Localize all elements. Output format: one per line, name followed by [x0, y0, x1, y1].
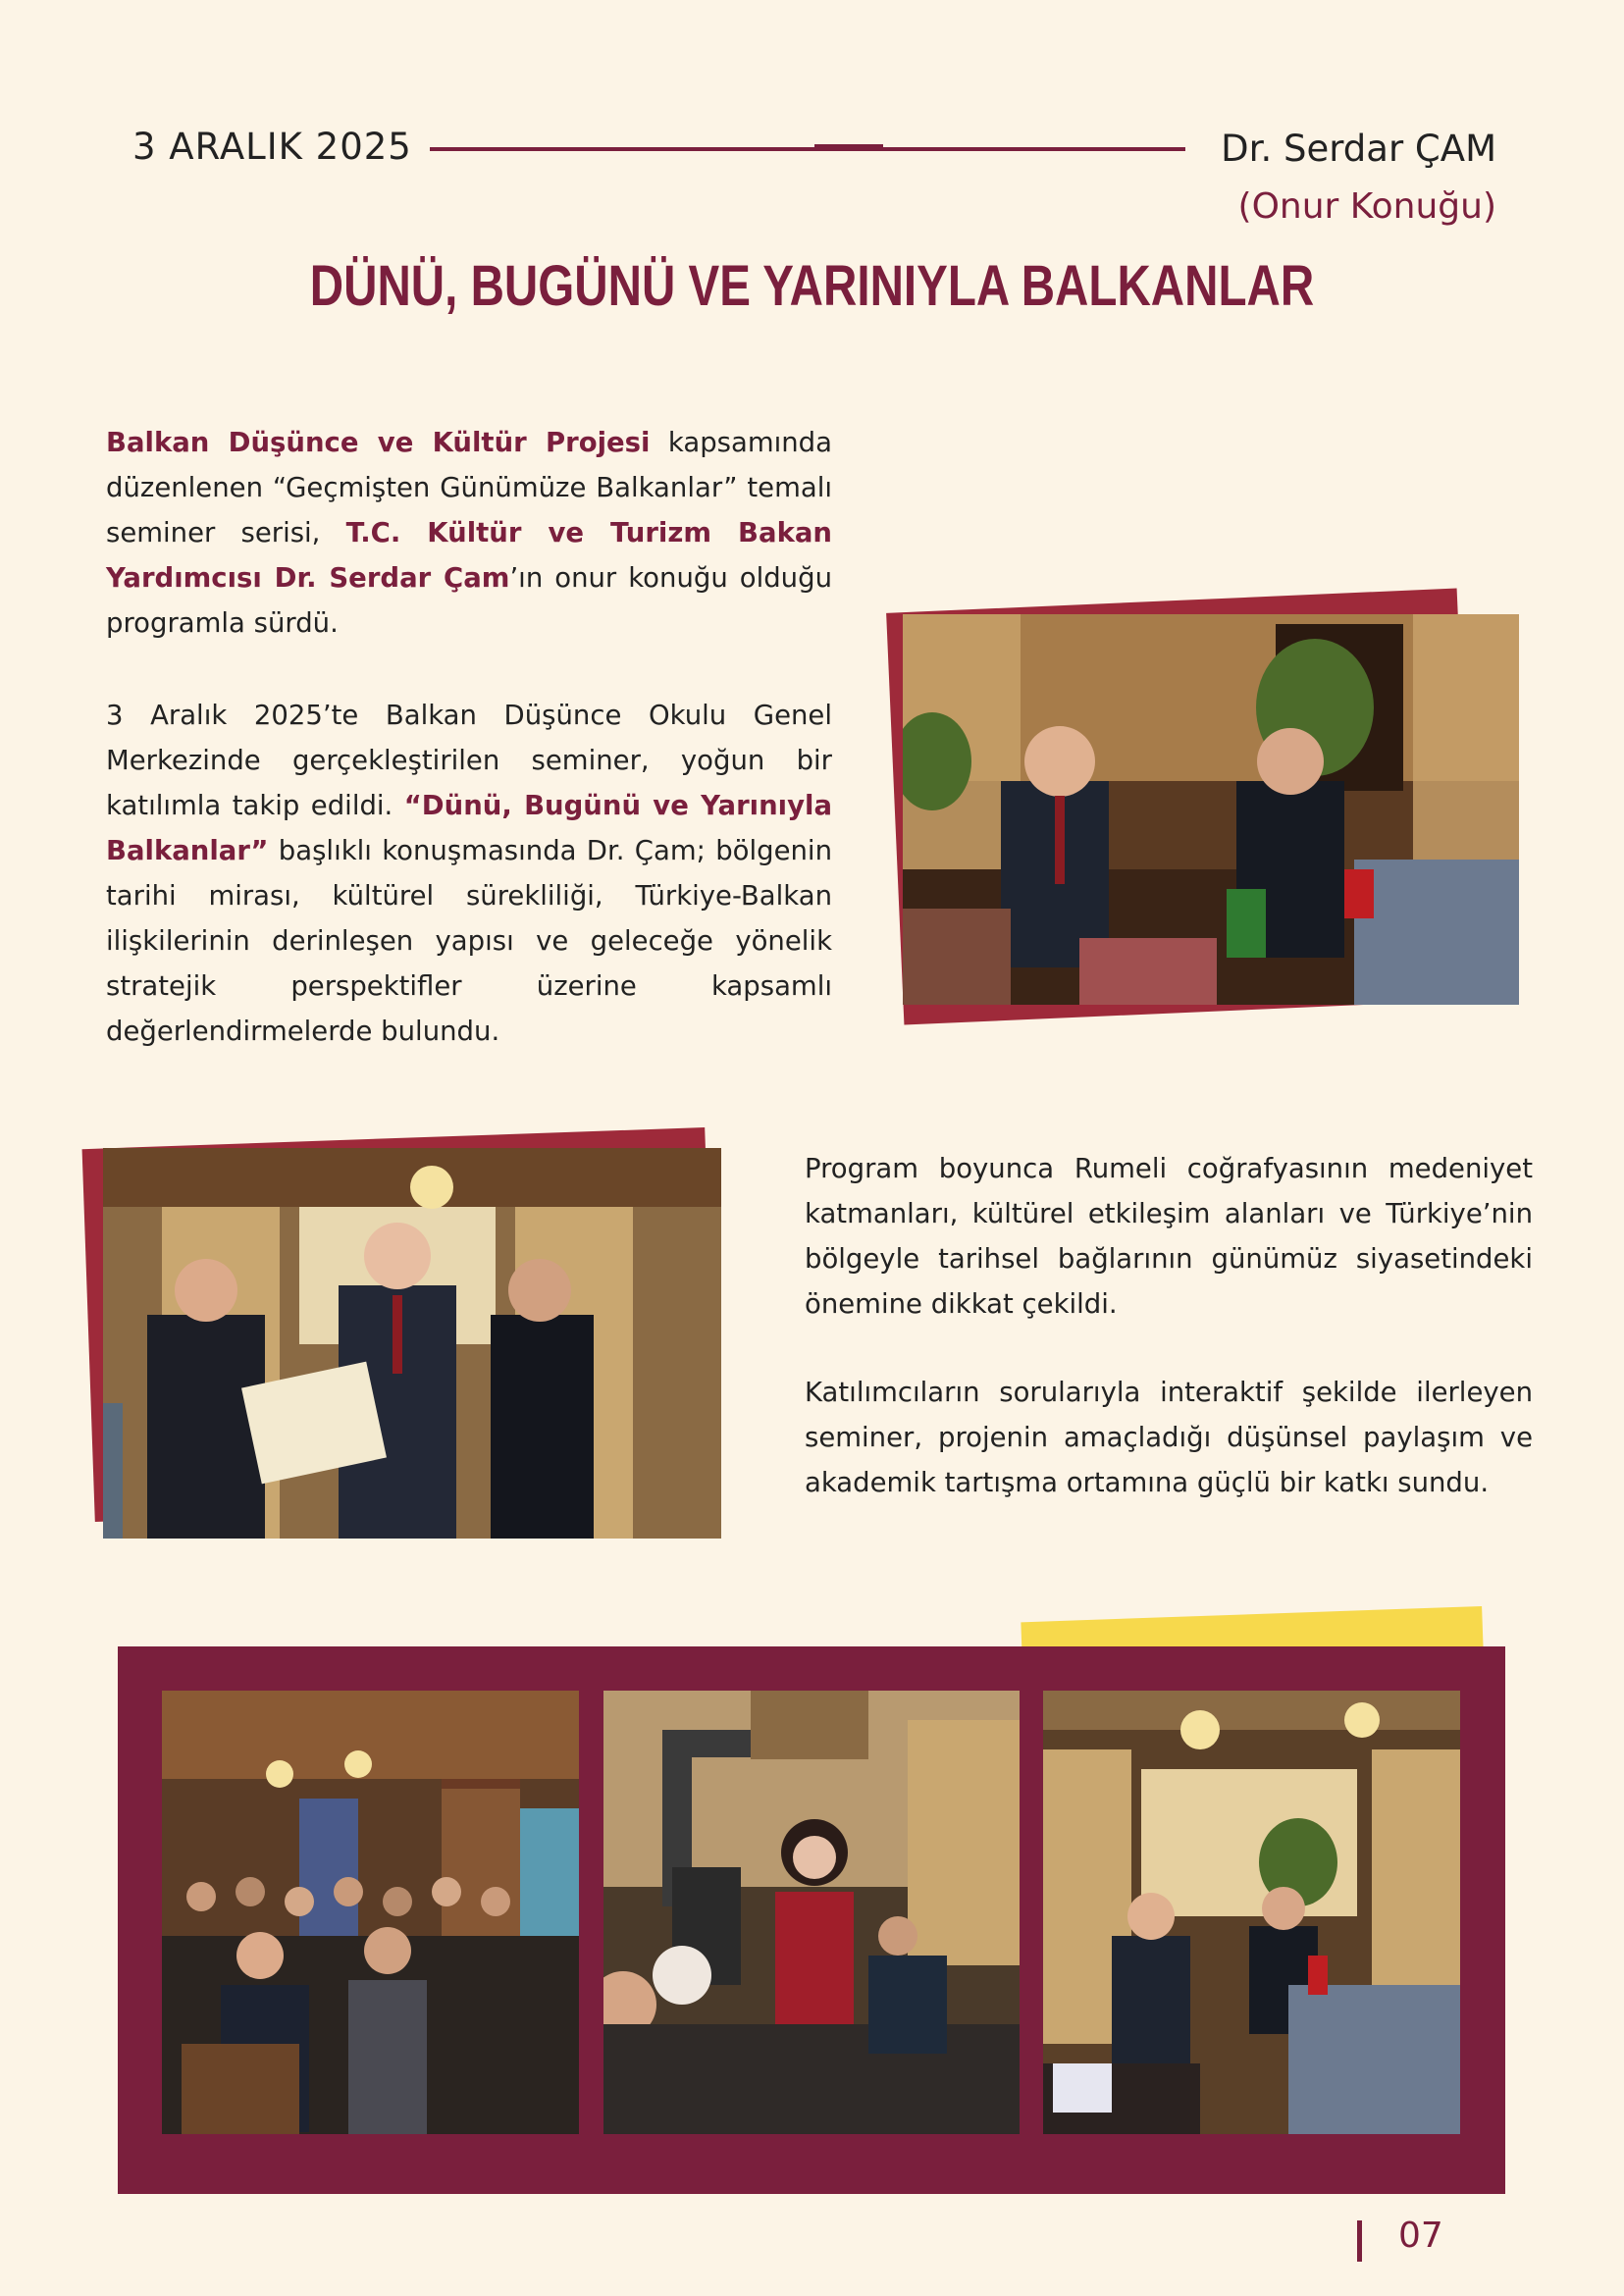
paragraph-seminar: 3 Aralık 2025’te Balkan Düşünce Okulu Genel Merkezinde gerçekleştirilen seminer, yoğun bir katılımla takip edildi. “Dünü, Bugünü ve Yarınıyla Balkanlar” başlıklı konuşmasında Dr. Çam; bölgenin tarihi mirası, kültürel sürekliliği, Türkiye-Balkan ilişkilerinin derinleşen yapısı ve geleceğe yönelik stratejik perspektifler üzerine kapsamlı değerlendirmelerde bulundu.: [106, 700, 832, 1047]
page-number: 07: [1398, 2216, 1443, 2256]
photo-panel-wide: [1043, 1691, 1460, 2134]
header-rule-accent: [814, 144, 883, 148]
guest-name: Dr. Serdar ÇAM: [1221, 128, 1496, 170]
article-title: DÜNÜ, BUGÜNÜ VE YARINIYLA BALKANLAR: [309, 254, 1315, 318]
photo-plaque-presentation: [103, 1148, 721, 1539]
paragraph-program: Program boyunca Rumeli coğrafyasının medeniyet katmanları, kültürel etkileşim alanları ve Türkiye’nin bölgeyle tarihsel bağlarının günümüz siyasetindeki önemine dikkat çekildi.: [805, 1153, 1533, 1320]
photo-speakers-seated: [903, 614, 1519, 1005]
page-number-bar: [1357, 2220, 1362, 2262]
header-rule: [430, 147, 1185, 151]
paragraph-participants: Katılımcıların sorularıyla interaktif şekilde ilerleyen seminer, projenin amaçladığı düşünsel paylaşım ve akademik tartışma ortamına güçlü bir katkı sundu.: [805, 1377, 1533, 1498]
guest-role: (Onur Konuğu): [1237, 186, 1496, 227]
guest-title: T.C. Kültür ve Turizm Bakan Yardımcısı Dr. Serdar Çam: [106, 517, 832, 594]
photo-audience: [162, 1691, 579, 2134]
project-name: Balkan Düşünce ve Kültür Projesi: [106, 427, 651, 458]
photo-participant-question: [603, 1691, 1020, 2134]
talk-title: “Dünü, Bugünü ve Yarınıyla Balkanlar”: [106, 790, 832, 866]
issue-date: 3 ARALIK 2025: [132, 126, 412, 168]
paragraph-intro: Balkan Düşünce ve Kültür Projesi kapsamında düzenlenen “Geçmişten Günümüze Balkanlar” temalı seminer serisi, T.C. Kültür ve Turizm Bakan Yardımcısı Dr. Serdar Çam’ın onur konuğu olduğu programla sürdü.: [106, 427, 832, 639]
